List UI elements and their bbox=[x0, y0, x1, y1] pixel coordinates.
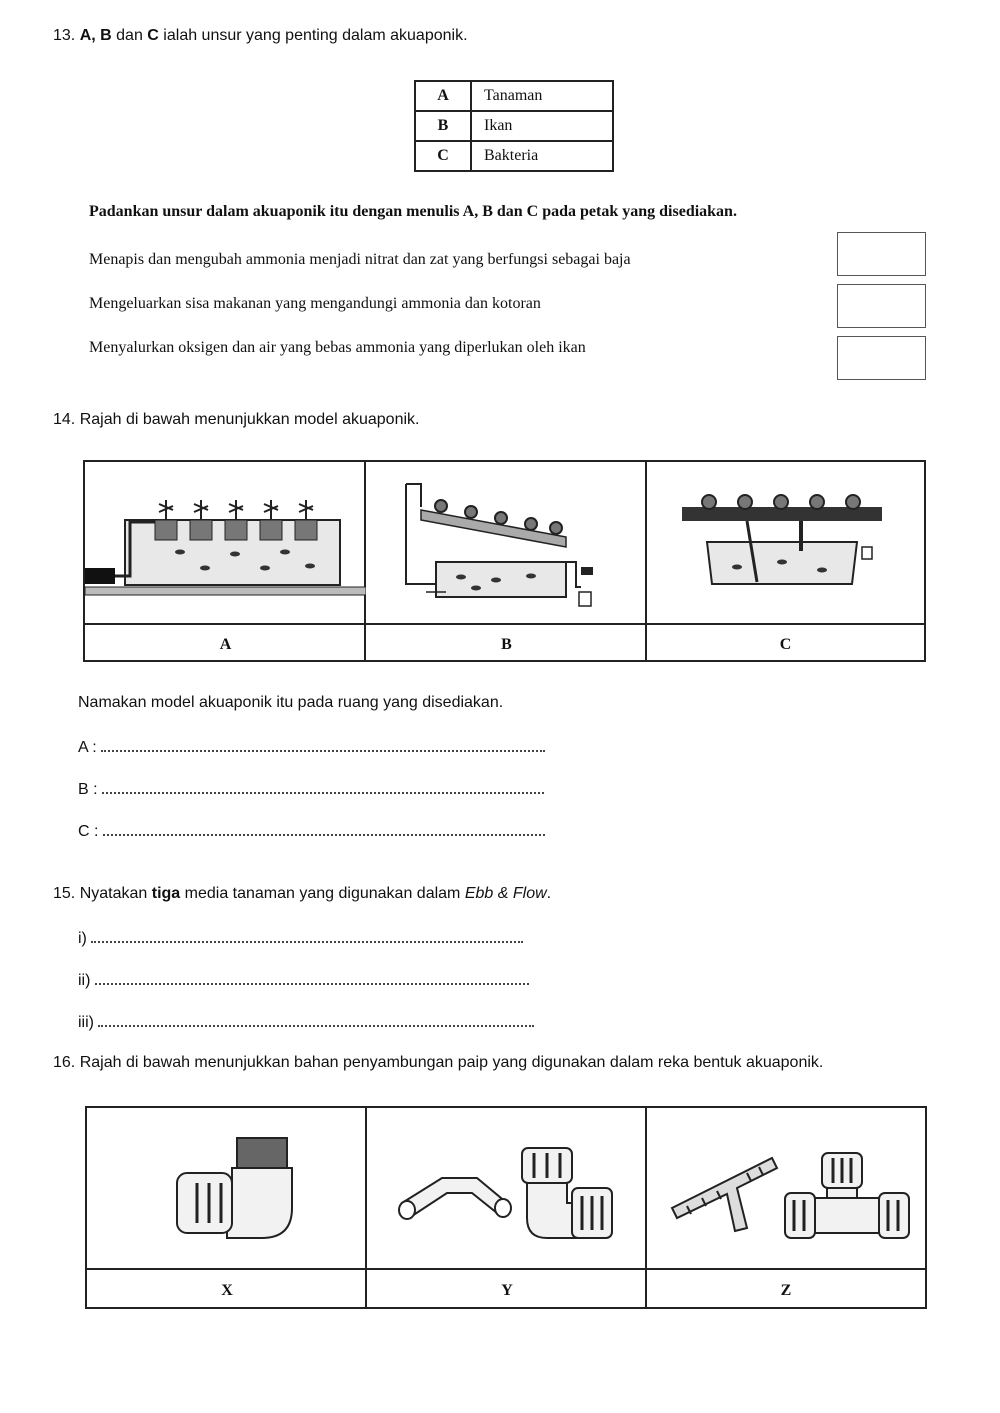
pipe-fittings-table bbox=[85, 1106, 927, 1309]
table-row bbox=[415, 141, 613, 171]
answer-input-a[interactable] bbox=[101, 738, 545, 752]
fitting-label-x: X bbox=[221, 1282, 233, 1299]
answer-input-c[interactable] bbox=[103, 822, 545, 836]
table-value: Ikan bbox=[471, 111, 613, 141]
media-line-3: iii) bbox=[78, 1013, 534, 1032]
fitting-label-y: Y bbox=[501, 1282, 513, 1299]
media-line-1: i) bbox=[78, 929, 523, 948]
answer-box-3[interactable] bbox=[837, 336, 926, 380]
q15-heading: 15. Nyatakan tiga media tanaman yang digunakan dalam Ebb & Flow. bbox=[53, 885, 552, 902]
q16-heading: 16. Rajah di bawah menunjukkan bahan penyambungan paip yang digunakan dalam reka bentuk akuaponik. bbox=[53, 1054, 824, 1071]
model-label-c: C bbox=[779, 636, 792, 653]
model-b-illustration bbox=[366, 462, 647, 622]
bend-fitting-illustration bbox=[367, 1108, 647, 1266]
model-label-a: A bbox=[219, 636, 232, 653]
media-line-2: ii) bbox=[78, 971, 529, 990]
statement-2: Mengeluarkan sisa makanan yang mengandungi ammonia dan kotoran bbox=[89, 295, 541, 312]
table-key: A bbox=[415, 81, 471, 111]
tee-fitting-illustration bbox=[647, 1108, 925, 1266]
elbow-fitting-illustration bbox=[87, 1108, 367, 1266]
q13-instruction: Padankan unsur dalam akuaponik itu dengan menulis A, B dan C pada petak yang disediakan. bbox=[89, 203, 737, 220]
q13-heading: 13. A, B dan C ialah unsur yang penting dalam akuaponik. bbox=[53, 27, 468, 44]
q14-instruction: Namakan model akuaponik itu pada ruang yang disediakan. bbox=[78, 694, 504, 711]
table-key: B bbox=[415, 111, 471, 141]
model-c-illustration bbox=[647, 462, 924, 622]
model-a-illustration bbox=[85, 462, 366, 622]
answer-line-c: C : bbox=[78, 822, 545, 841]
table-row bbox=[415, 111, 613, 141]
answer-box-1[interactable] bbox=[837, 232, 926, 276]
answer-line-a: A : bbox=[78, 738, 545, 757]
statement-3: Menyalurkan oksigen dan air yang bebas ammonia yang diperlukan oleh ikan bbox=[89, 339, 586, 356]
answer-input-b[interactable] bbox=[102, 780, 544, 794]
q14-heading: 14. Rajah di bawah menunjukkan model akuaponik. bbox=[53, 411, 420, 428]
table-value: Tanaman bbox=[471, 81, 613, 111]
media-input-1[interactable] bbox=[91, 929, 523, 943]
table-value: Bakteria bbox=[471, 141, 613, 171]
fitting-label-z: Z bbox=[780, 1282, 792, 1299]
elements-table bbox=[414, 80, 614, 172]
model-label-b: B bbox=[501, 636, 512, 653]
answer-line-b: B : bbox=[78, 780, 544, 799]
table-row bbox=[415, 81, 613, 111]
statement-1: Menapis dan mengubah ammonia menjadi nitrat dan zat yang berfungsi sebagai baja bbox=[89, 251, 631, 268]
answer-box-2[interactable] bbox=[837, 284, 926, 328]
aquaponic-models-table bbox=[83, 460, 926, 662]
media-input-3[interactable] bbox=[98, 1013, 534, 1027]
media-input-2[interactable] bbox=[95, 971, 529, 985]
table-key: C bbox=[415, 141, 471, 171]
